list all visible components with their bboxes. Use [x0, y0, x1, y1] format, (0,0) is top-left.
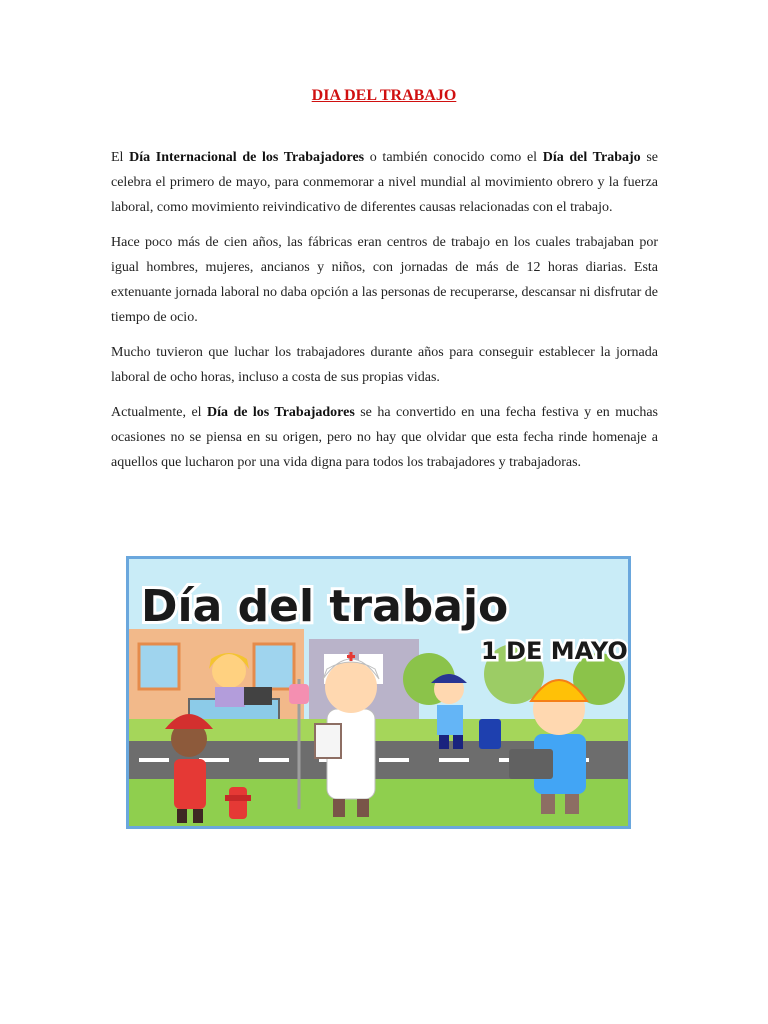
building-window [139, 644, 179, 689]
labor-day-illustration [126, 556, 631, 829]
text-run: El [111, 150, 130, 165]
text-run: o también conocido como el [364, 150, 543, 165]
bold-term: Día Internacional de los Trabajadores [129, 150, 365, 165]
illustration-svg [129, 559, 628, 826]
illustration-date: 1 DE MAYO [481, 637, 628, 665]
document-title: DIA DEL TRABAJO [311, 87, 457, 104]
paragraph-2: Hace poco más de cien años, las fábricas eran centros de trabajo en los cuales trabajaban por igual hombres, mujeres, ancianos y niños, con jornadas de más de 12 horas diarias. Esta extenuante jornada laboral no daba opción a las personas de recuperarse, descansar ni disfrutar de tiempo de ocio. [111, 235, 658, 325]
paragraph-4 [111, 400, 658, 475]
text-run: se celebra el primero de mayo, para conmemorar a nivel mundial al movimiento obrero y la fuerza laboral, como movimiento reivindicativo de diferentes causas relacionadas con el trabajo. [111, 150, 658, 215]
bold-term: Día de los Trabajadores [207, 405, 355, 420]
paragraph-3: Mucho tuvieron que luchar los trabajadores durante años para conseguir establecer la jornada laboral de ocho horas, incluso a costa de sus propias vidas. [111, 345, 658, 385]
building-window [254, 644, 294, 689]
illustration-headline: Día del trabajo [141, 581, 509, 632]
text-run: se ha convertido en una fecha festiva y en muchas ocasiones no se piensa en su origen, pero no hay que olvidar que esta fecha rinde homenaje a aquellos que lucharon por una vida digna para todos los trabajadores y trabajadoras. [111, 405, 658, 470]
text-run: Actualmente, el [111, 405, 208, 420]
paragraph-1 [111, 145, 658, 220]
document-body [111, 145, 658, 485]
bold-term: Día del Trabajo [542, 150, 641, 165]
